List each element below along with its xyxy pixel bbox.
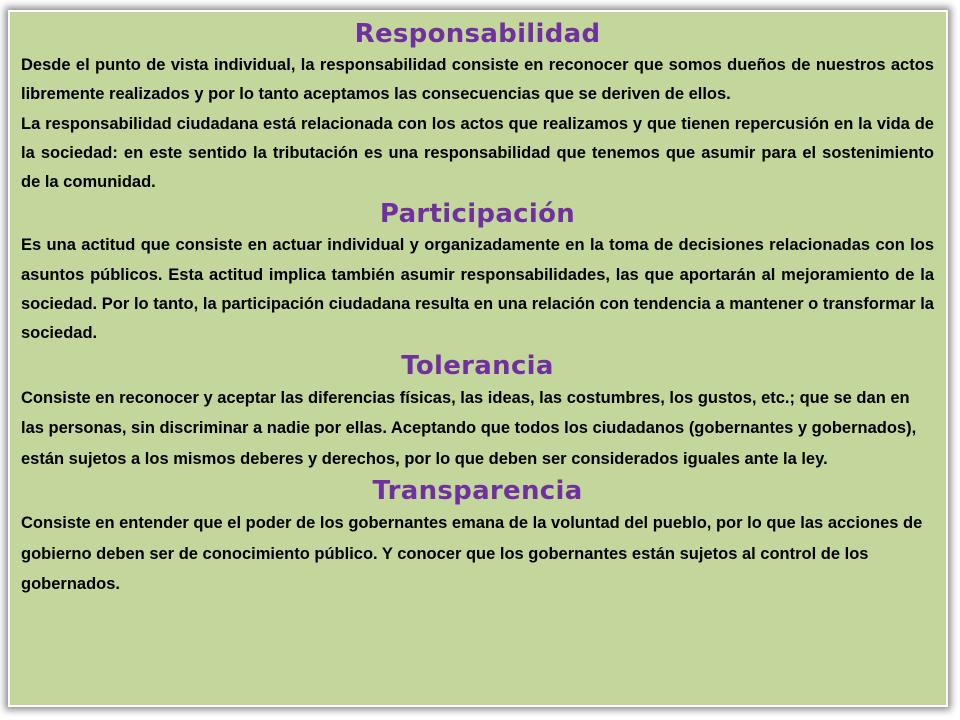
section-title-tolerancia: Tolerancia bbox=[401, 350, 554, 381]
section-title-responsabilidad: Responsabilidad bbox=[354, 19, 601, 49]
section-transparencia bbox=[21, 474, 934, 600]
section-paragraph: Es una actitud que consiste en actuar individual y organizadamente en la toma de decisiones relacionadas con los asuntos públicos. Esta actitud implica también asumir responsabilidades, las que aportarán al mejoramiento de la sociedad. Por lo tanto, la participación ciudadana resulta en una relación con tendencia a mantener o transformar la sociedad. bbox=[21, 236, 934, 343]
section-paragraph: La responsabilidad ciudadana está relacionada con los actos que realizamos y que tienen repercusión en la vida de la sociedad: en este sentido la tributación es una responsabilidad que tenemos que asumir para el sostenimiento de la comunidad. bbox=[21, 114, 934, 192]
section-title-participacion: Participación bbox=[379, 199, 576, 230]
section-title-transparencia: Transparencia bbox=[372, 476, 583, 507]
section-tolerancia bbox=[21, 349, 934, 475]
section-participacion bbox=[21, 197, 934, 348]
section-paragraph: Consiste en entender que el poder de los gobernantes emana de la voluntad del pueblo, por lo que las acciones de gobierno deben ser de conocimiento público. Y conocer que los gobernantes están sujetos al control de los gobernados. bbox=[21, 514, 923, 594]
section-paragraph: Consiste en reconocer y aceptar las diferencias físicas, las ideas, las costumbres, los gustos, etc.; que se dan en las personas, sin discriminar a nadie por ellas. Aceptando que todos los ciudadanos (gobernantes y gobernados), están sujetos a los mismos deberes y derechos, por lo que deben ser considerados iguales ante la ley. bbox=[21, 388, 917, 468]
content-card bbox=[8, 10, 948, 707]
section-paragraph: Desde el punto de vista individual, la responsabilidad consiste en reconocer que somos dueños de nuestros actos libremente realizados y por lo tanto aceptamos las consecuencias que se deriven de ellos. bbox=[21, 56, 934, 104]
section-responsabilidad bbox=[21, 17, 934, 197]
